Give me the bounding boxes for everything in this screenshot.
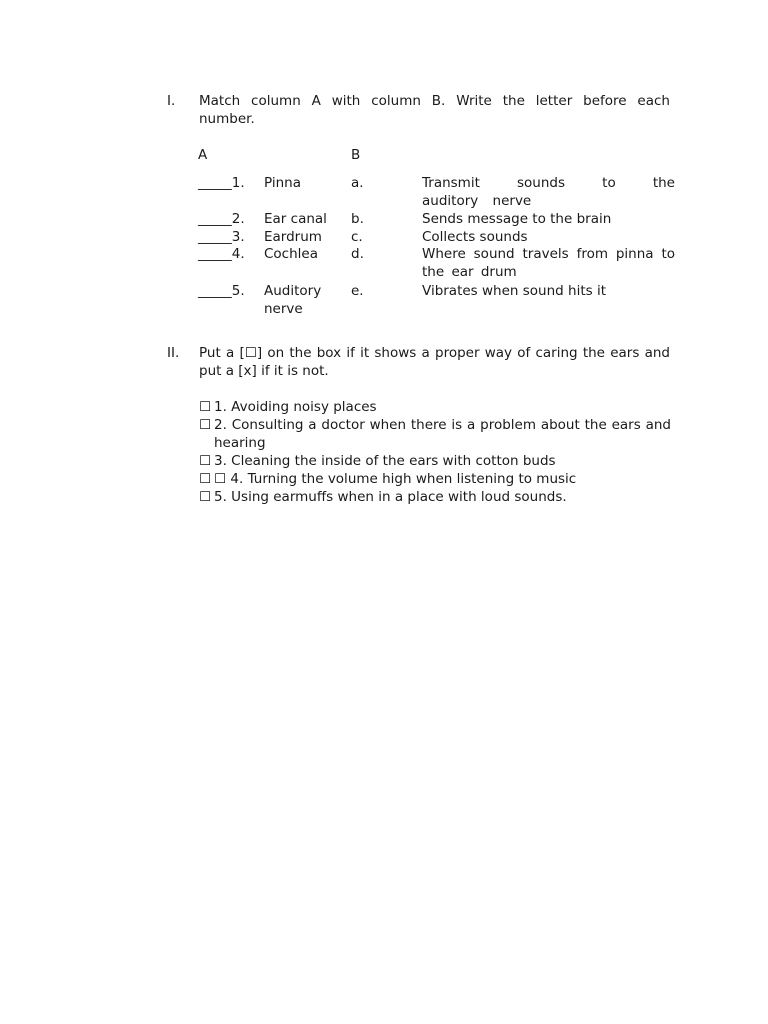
checkbox-icon[interactable]: ☐ [199,399,212,415]
section-1-instruction: Match column A with column B. Write the letter before each number. [199,93,670,127]
answer-blank-4[interactable]: _____4. [198,246,245,262]
description-b: Sends message to the brain [422,211,612,227]
checklist-item-2 [199,416,671,452]
answer-blank-3[interactable]: _____3. [198,229,245,245]
section-2-numeral: II. [167,345,180,361]
checklist-item-text: 2. Consulting a doctor when there is a problem about the ears and hearing [214,417,671,451]
term-auditory-nerve: Auditory nerve [264,283,322,317]
checklist-item-5 [199,488,671,506]
section-2-instruction: Put a [☐] on the box if it shows a proper way of caring the ears and put a [x] if it is not. [199,345,670,379]
answer-blank-2[interactable]: _____2. [198,211,245,227]
description-a: Transmit sounds to the auditory nerve [422,175,675,209]
description-d: Where sound travels from pinna to the ear drum [422,246,675,280]
item-prefix-checkbox-icon: ☐ [214,471,231,487]
term-eardrum: Eardrum [264,229,322,245]
checklist-item-text: 3. Cleaning the inside of the ears with cotton buds [214,453,556,469]
column-b-header: B [351,147,361,163]
checklist-item-text: 5. Using earmuffs when in a place with loud sounds. [214,489,567,505]
description-e: Vibrates when sound hits it [422,283,606,299]
term-pinna: Pinna [264,175,301,191]
term-ear-canal: Ear canal [264,211,327,227]
checklist-item-3 [199,452,671,470]
letter-d: d. [351,246,364,262]
letter-a: a. [351,175,364,191]
checkbox-icon[interactable]: ☐ [199,453,212,469]
letter-e: e. [351,283,364,299]
checklist-item-4 [199,470,671,488]
checklist-item-text: 1. Avoiding noisy places [214,399,377,415]
description-c: Collects sounds [422,229,528,245]
column-a-header: A [198,147,208,163]
checkbox-icon[interactable]: ☐ [199,471,212,487]
checkbox-icon[interactable]: ☐ [199,417,212,433]
section-1-numeral: I. [167,93,176,109]
answer-blank-5[interactable]: _____5. [198,283,245,299]
checklist [199,398,671,506]
checklist-item-1 [199,398,671,416]
term-cochlea: Cochlea [264,246,318,262]
letter-b: b. [351,211,364,227]
letter-c: c. [351,229,363,245]
answer-blank-1[interactable]: _____1. [198,175,245,191]
checkbox-icon[interactable]: ☐ [199,489,212,505]
checklist-item-text: 4. Turning the volume high when listening to music [230,471,577,487]
